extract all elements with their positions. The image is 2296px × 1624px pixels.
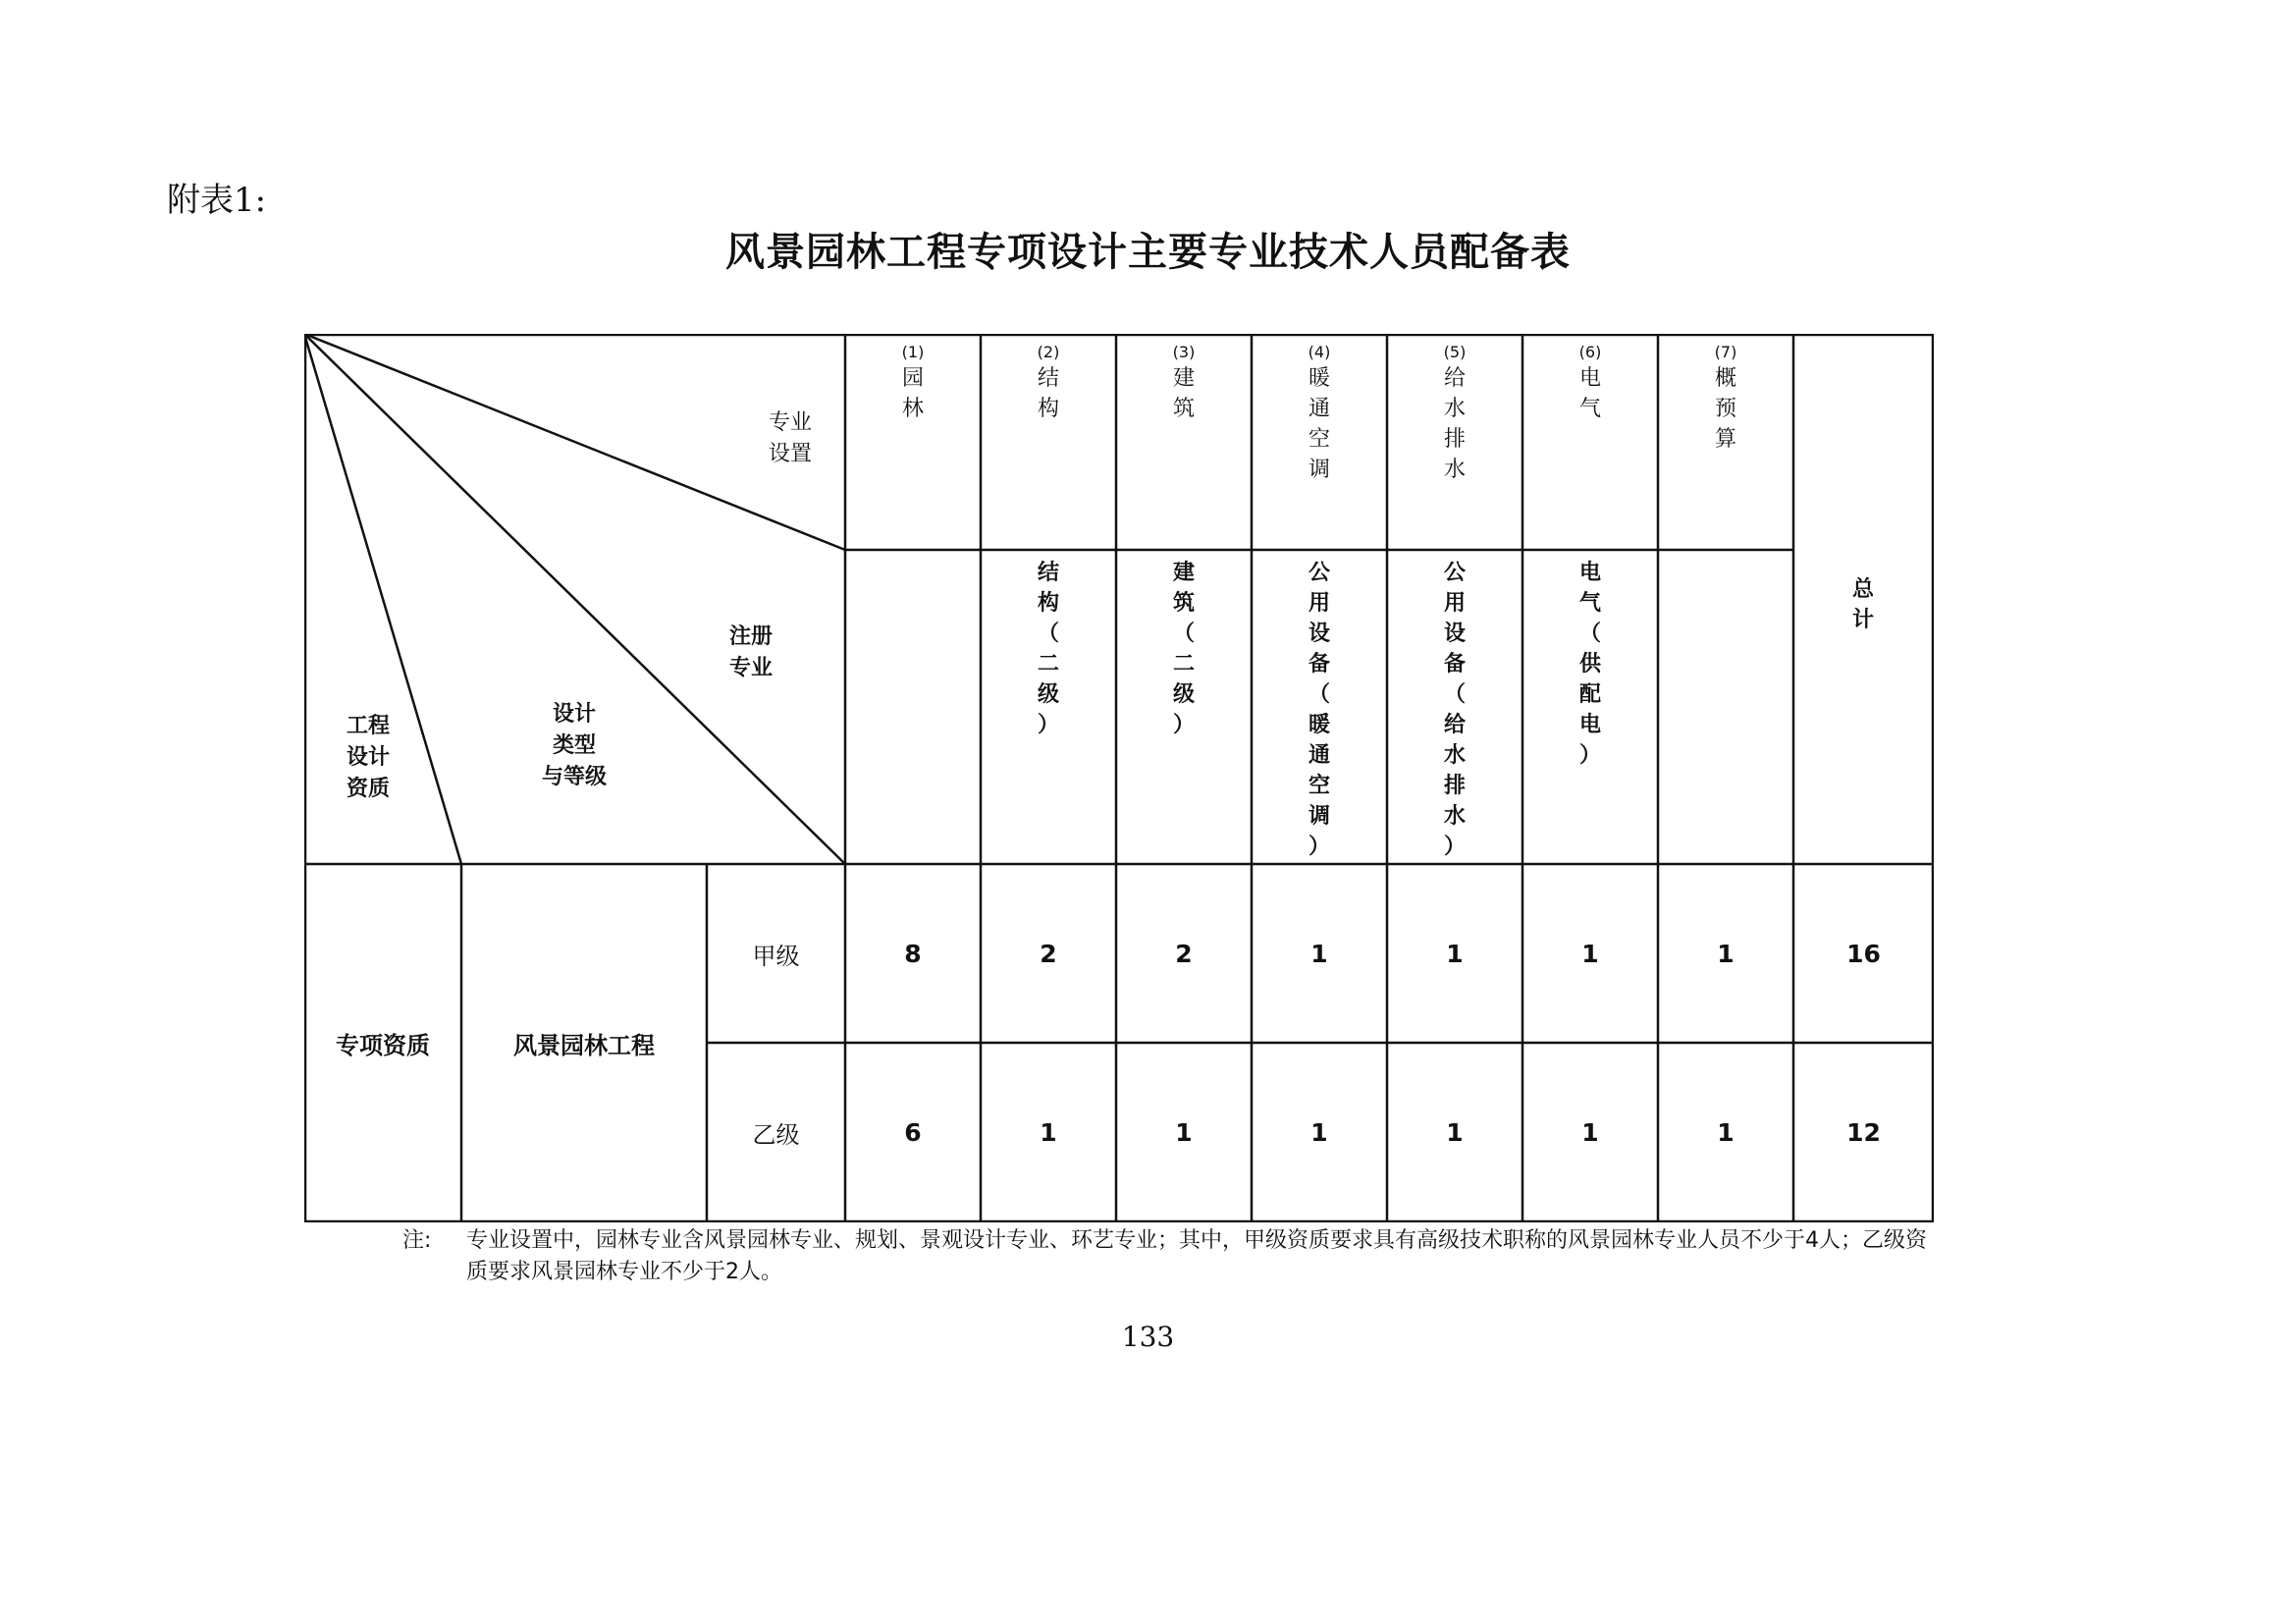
registered-specialty-6: 电 气 （ 供 配 电 ）	[1578, 561, 1601, 768]
value-cell: 6	[904, 1118, 922, 1147]
value-cell: 1	[1446, 939, 1464, 968]
specialty-header-5: (5) 给 水 排 水	[1443, 343, 1467, 482]
value-cell: 1	[1446, 1118, 1464, 1147]
design-type-grade-label: 设计 类型 与等级	[541, 702, 607, 789]
total-cell: 12	[1846, 1118, 1881, 1147]
note-text: 专业设置中，园林专业含风景园林专业、规划、景观设计专业、环艺专业；其中，甲级资质要求具有高级技术职称的风景园林专业人员不少于4人；乙级资质要求风景园林专业不少于2人。	[466, 1228, 1928, 1284]
value-cell: 1	[1717, 939, 1735, 968]
value-cell: 2	[1040, 939, 1057, 968]
value-cell: 1	[1310, 1118, 1328, 1147]
grade-cell-a: 甲级	[752, 942, 800, 970]
specialty-header-4: (4) 暖 通 空 调	[1308, 343, 1331, 482]
specialty-header-6: (6) 电 气	[1578, 343, 1602, 421]
total-cell: 16	[1846, 939, 1881, 968]
project-type-cell: 风景园林工程	[513, 1032, 655, 1059]
note-label: 注:	[402, 1228, 432, 1253]
staffing-table	[304, 334, 1934, 1222]
registered-specialty-3: 建 筑 （ 二 级 ）	[1172, 561, 1195, 737]
registered-specialty-4: 公 用 设 备 （ 暖 通 空 调 ）	[1308, 561, 1330, 859]
registered-specialty-2: 结 构 （ 二 级 ）	[1037, 561, 1059, 737]
page-number: 133	[1121, 1321, 1175, 1353]
registered-specialty-label: 注册 专业	[728, 624, 773, 680]
page-title: 风景园林工程专项设计主要专业技术人员配备表	[725, 230, 1571, 275]
qualification-label: 工程 设计 资质	[346, 714, 390, 801]
registered-specialty-5: 公 用 设 备 （ 给 水 排 水 ）	[1443, 561, 1466, 859]
value-cell: 8	[904, 939, 922, 968]
qualification-type-cell: 专项资质	[336, 1032, 430, 1059]
value-cell: 1	[1717, 1118, 1735, 1147]
specialty-header-2: (2) 结 构	[1037, 343, 1060, 421]
value-cell: 1	[1581, 1118, 1599, 1147]
specialty-header-1: (1) 园 林	[901, 343, 925, 421]
value-cell: 2	[1175, 939, 1193, 968]
grade-cell-b: 乙级	[752, 1121, 800, 1149]
attachment-label: 附表1:	[167, 181, 267, 220]
specialty-header-7: (7) 概 预 算	[1714, 343, 1737, 452]
total-header: 总 计	[1851, 577, 1874, 632]
value-cell: 1	[1175, 1118, 1193, 1147]
specialty-setting-label: 专业 设置	[768, 410, 812, 466]
value-cell: 1	[1310, 939, 1328, 968]
specialty-header-3: (3) 建 筑	[1172, 343, 1196, 421]
value-cell: 1	[1581, 939, 1599, 968]
value-cell: 1	[1040, 1118, 1057, 1147]
